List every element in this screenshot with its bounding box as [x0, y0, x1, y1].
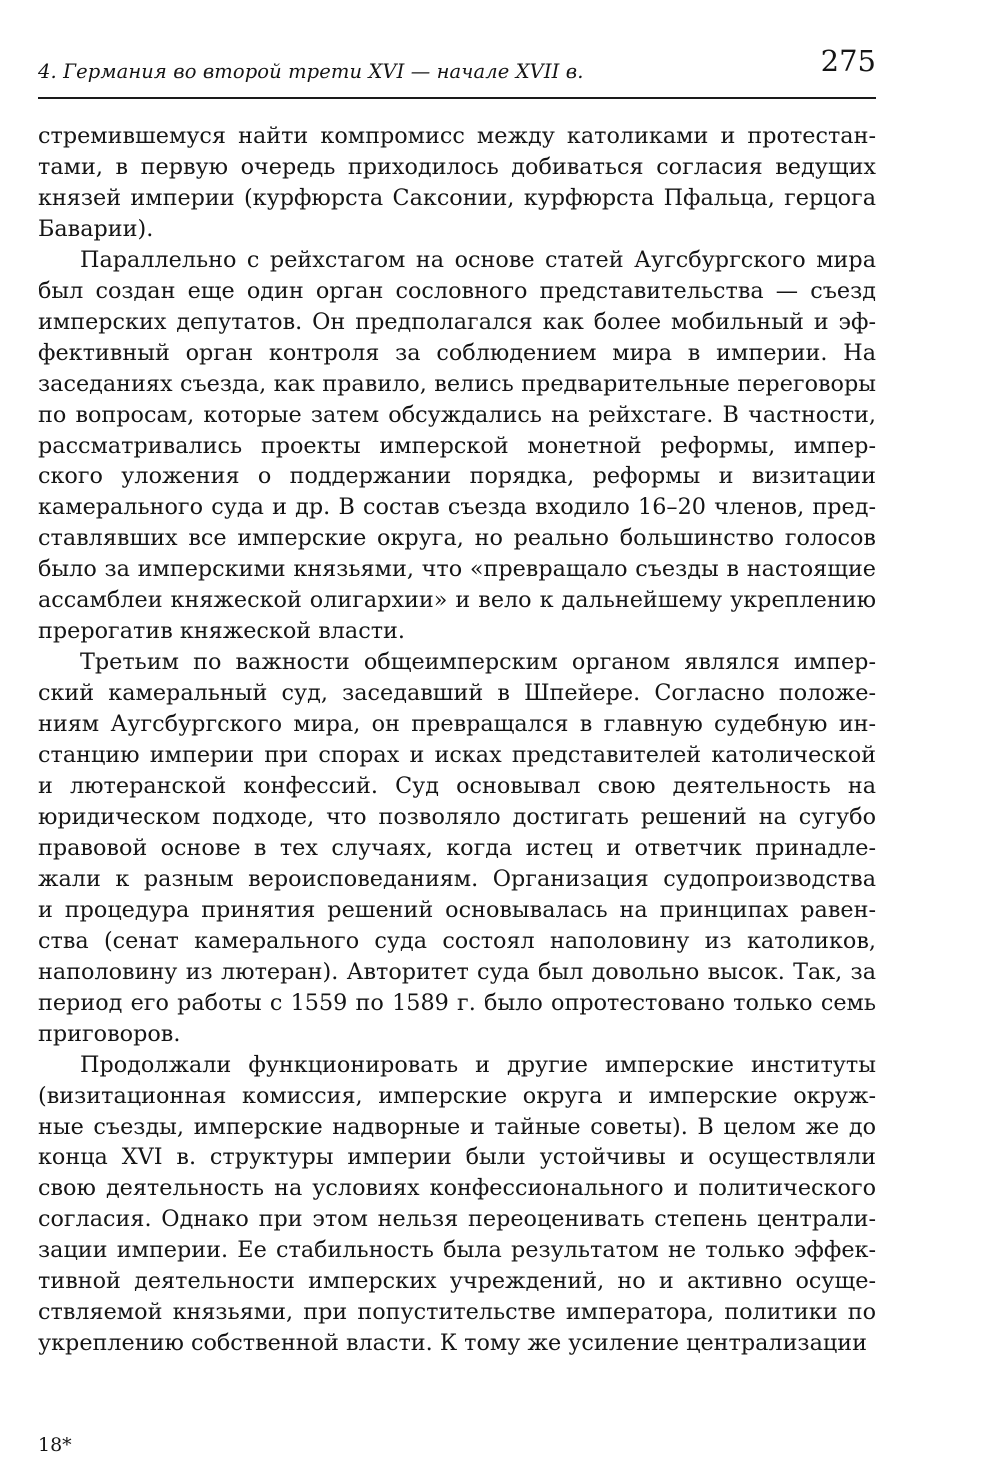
- signature-mark: 18*: [38, 1434, 72, 1456]
- text-line: фективный орган контроля за соблюдением мира в империи. На: [38, 339, 876, 366]
- text-line: заседаниях съезда, как правило, велись предварительные переговоры: [38, 370, 876, 397]
- text-line: ствляемой князьями, при попустительстве императора, политики по: [38, 1299, 876, 1326]
- text-line: (визитационная комиссия, имперские округа и имперские окруж-: [38, 1082, 876, 1109]
- text-line: рассматривались проекты имперской монетной реформы, импер-: [38, 432, 876, 459]
- body-text: [38, 121, 876, 1359]
- header-rule: [38, 97, 876, 99]
- paragraph: [38, 1050, 876, 1360]
- text-line: тами, в первую очередь приходилось добиваться согласия ведущих: [38, 153, 876, 180]
- text-line: Параллельно с рейхстагом на основе статей Аугсбургского мира: [80, 246, 876, 273]
- text-line: станцию империи при спорах и исках представителей католической: [38, 742, 876, 769]
- text-line: Баварии).: [38, 215, 154, 242]
- paragraph: [38, 245, 876, 647]
- text-line: период его работы с 1559 по 1589 г. было опротестовано только семь: [38, 989, 876, 1016]
- text-line: князей империи (курфюрста Саксонии, курфюрста Пфальца, герцога: [38, 184, 876, 211]
- text-line: свою деятельность на условиях конфессионального и политического: [38, 1175, 876, 1202]
- text-line: ные съезды, имперские надворные и тайные советы). В целом же до: [38, 1113, 876, 1140]
- page-header: [38, 40, 876, 98]
- text-line: ставлявших все имперские округа, но реально большинство голосов: [38, 525, 876, 552]
- text-line: прерогатив княжеской власти.: [38, 618, 405, 645]
- text-line: ассамблеи княжеской олигархии» и вело к дальнейшему укреплению: [38, 587, 876, 614]
- text-line: приговоров.: [38, 1020, 181, 1047]
- text-line: юридическом подходе, что позволяло достигать решений на сугубо: [38, 803, 876, 830]
- text-line: конца XVI в. структуры империи были устойчивы и осуществляли: [38, 1144, 876, 1171]
- text-line: имперских депутатов. Он предполагался как более мобильный и эф-: [38, 308, 876, 335]
- running-head: 4. Германия во второй трети XVI — начале XVII в.: [38, 60, 584, 83]
- text-line: наполовину из лютеран). Авторитет суда был довольно высок. Так, за: [38, 958, 876, 985]
- paragraph: [38, 121, 876, 245]
- text-line: было за имперскими князьями, что «превращало съезды в настоящие: [38, 556, 876, 583]
- text-line: стремившемуся найти компромисс между католиками и протестан-: [38, 123, 876, 149]
- text-line: ниям Аугсбургского мира, он превращался в главную судебную ин-: [38, 711, 876, 738]
- text-line: правовой основе в тех случаях, когда истец и ответчик принадле-: [38, 834, 876, 861]
- text-line: жали к разным вероисповеданиям. Организация судопроизводства: [38, 865, 876, 892]
- text-line: тивной деятельности имперских учреждений, но и активно осуще-: [38, 1268, 876, 1295]
- text-line: и процедура принятия решений основывалась на принципах равен-: [38, 896, 876, 923]
- text-line: зации империи. Ее стабильность была результатом не только эффек-: [38, 1237, 876, 1264]
- text-line: Продолжали функционировать и другие имперские институты: [80, 1051, 876, 1078]
- text-line: камерального суда и др. В состав съезда входило 16–20 членов, пред-: [38, 494, 876, 521]
- text-line: согласия. Однако при этом нельзя переоценивать степень централи-: [38, 1206, 876, 1233]
- page-number: 275: [820, 44, 876, 78]
- paragraph: [38, 647, 876, 1049]
- text-line: и лютеранской конфессий. Суд основывал свою деятельность на: [38, 773, 876, 800]
- text-line: Третьим по важности общеимперским органом являлся импер-: [80, 649, 876, 676]
- text-line: по вопросам, которые затем обсуждались на рейхстаге. В частности,: [38, 401, 876, 428]
- text-line: укреплению собственной власти. К тому же усиление централизации: [38, 1330, 867, 1357]
- text-line: был создан еще один орган сословного представительства — съезд: [38, 277, 876, 304]
- text-line: ский камеральный суд, заседавший в Шпейере. Согласно положе-: [38, 680, 876, 707]
- text-line: ского уложения о поддержании порядка, реформы и визитации: [38, 463, 876, 490]
- text-line: ства (сенат камерального суда состоял наполовину из католиков,: [38, 927, 876, 954]
